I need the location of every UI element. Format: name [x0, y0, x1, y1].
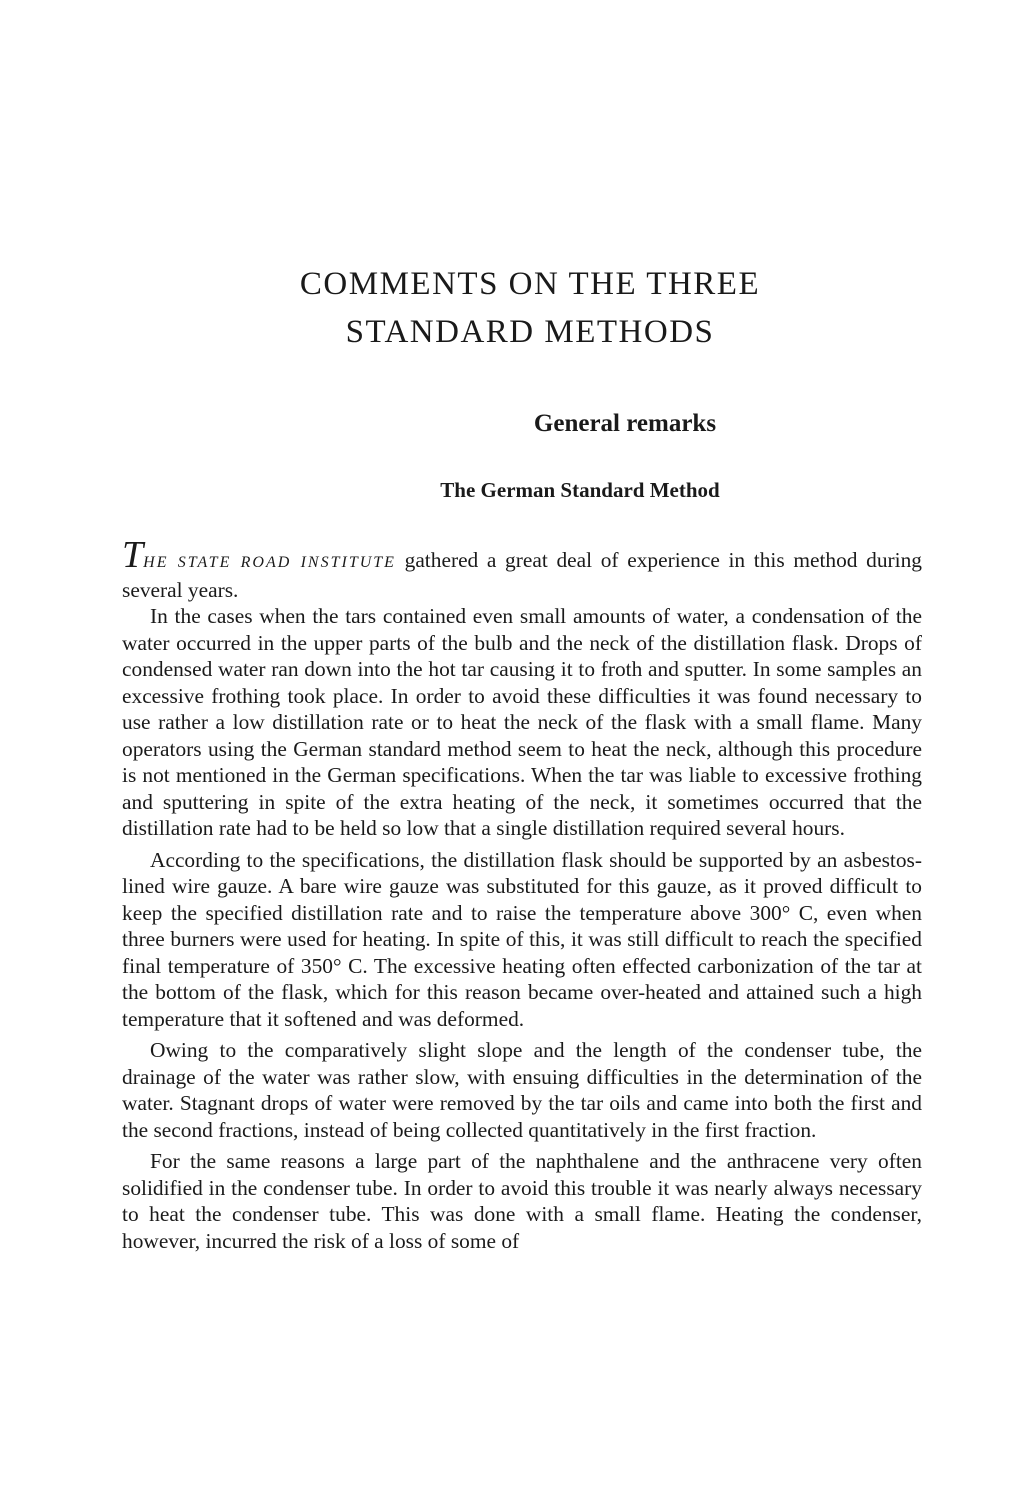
chapter-title-line-1: COMMENTS ON THE THREE — [299, 266, 761, 302]
drop-cap: T — [122, 534, 144, 576]
paragraph-4: Owing to the comparatively slight slope and the length of the condenser tube, the drainage of the water was rather slow, with ensuing difficulties in the determination of the water. Stagnant drops of water were removed by the tar oils and came into both the first and the second fractions, instead of being collected quantitatively in the first fraction. — [122, 1038, 922, 1142]
paragraph-5: For the same reasons a large part of the naphthalene and the anthracene very often solidified in the condenser tube. In order to avoid this trouble it was nearly always necessary to heat the condenser tube. This was done with a small flame. Heating the condenser, however, incurred the risk of a loss of some of — [122, 1149, 922, 1253]
paragraph-3: According to the specifications, the distillation flask should be supported by an asbestos-lined wire gauze. A bare wire gauze was substituted for this gauze, as it proved difficult to keep the specified distillation rate and to raise the temperature above 300° C, even when three burners were used for heating. In spite of this, it was still difficult to reach the specified final temperature of 350° C. The excessive heating often effected carbonization of the tar at the bottom of the flask, which for this reason became over-heated and attained such a high temperature that it softened and was deformed. — [122, 847, 922, 1031]
institute-name: HE STATE ROAD INSTITUTE — [143, 554, 396, 571]
section-heading: General remarks — [533, 410, 717, 437]
chapter-title-line-2: STANDARD METHODS — [345, 314, 715, 350]
paragraph-2: In the cases when the tars contained even small amounts of water, a condensation of the water occurred in the upper parts of the bulb and the neck of the distillation flask. Drops of condensed water ran down into the hot tar causing it to froth and sputter. In some samples an excessive frothing took place. In order to avoid these difficulties it was found necessary to use rather a low distillation rate or to heat the neck of the flask with a small flame. Many operators using the German standard method seem to heat the neck, although this procedure is not mentioned in the German specifications. When the tar was liable to excessive frothing and sputtering in spite of the extra heating of the neck, it sometimes occurred that the distillation rate had to be held so low that a single distillation required several hours. — [122, 604, 922, 840]
paragraph-1 — [122, 536, 922, 603]
body-text — [122, 536, 922, 1254]
subsection-heading: The German Standard Method — [440, 478, 720, 502]
paragraph-1-text: gathered a great deal of experience in this method during several years. — [122, 548, 922, 602]
